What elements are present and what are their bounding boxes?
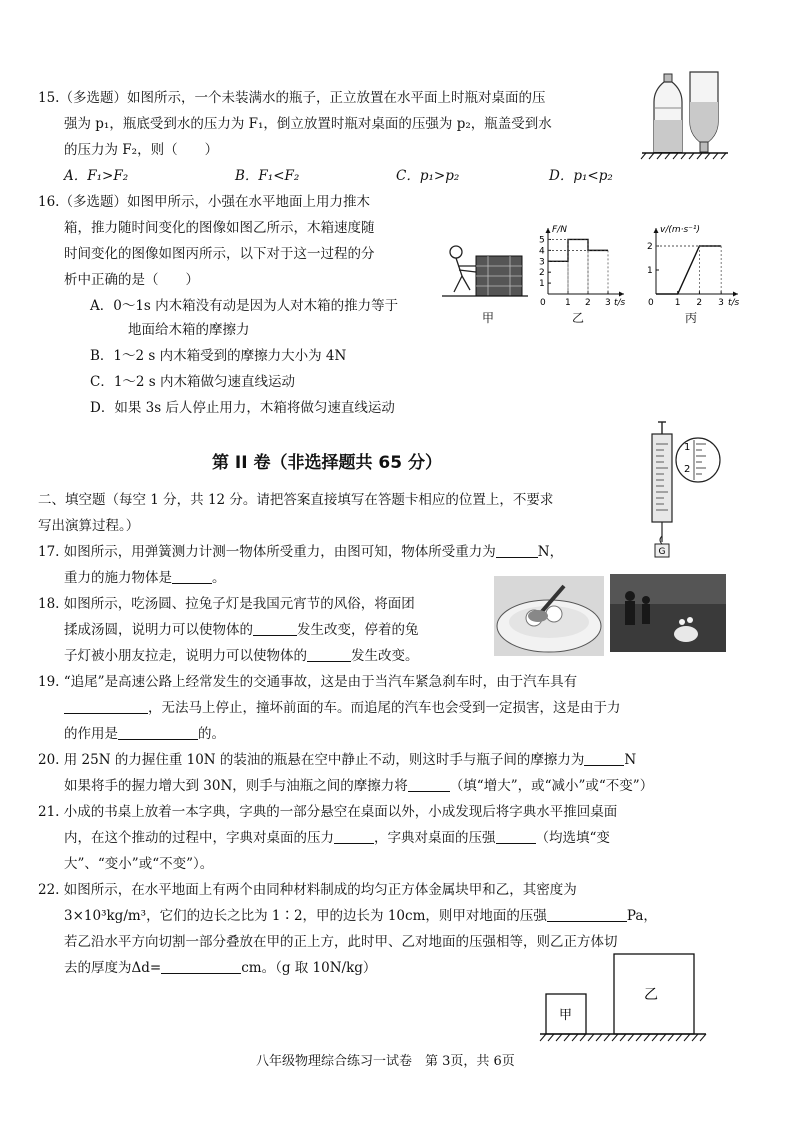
q16-line2: 箱，推力随时间变化的图像如图乙所示，木箱速度随 <box>64 220 375 236</box>
q15-line2: 强为 p₁，瓶底受到水的压力为 F₁，倒立放置时瓶对桌面的压强为 p₂，瓶盖受到水 <box>64 116 552 132</box>
q18-line2 <box>64 622 419 638</box>
q15-option-d[interactable]: D．p₁<p₂ <box>549 168 613 184</box>
block-yi-label: 乙 <box>644 987 658 1003</box>
x-tick-label: 3 <box>718 298 724 308</box>
q21-line1: 21. 小成的书桌上放着一本字典，字典的一部分悬空在桌面以外，小成发现后将字典水平推回桌面 <box>38 804 618 820</box>
y-axis-label: F/N <box>552 225 567 235</box>
q17-blank-weight[interactable] <box>496 544 538 558</box>
fig-yi-label: 乙 <box>572 311 585 325</box>
q21-text-c: （均选填“变 <box>535 830 610 846</box>
q18-text-d: 发生改变。 <box>351 648 419 664</box>
q22-line3: 若乙沿水平方向切割一部分叠放在甲的正上方，此时甲、乙对地面的压强相等，则乙正方体切 <box>64 934 618 950</box>
q22-text-d: cm。（g 取 10N/kg） <box>241 960 377 976</box>
ground-hatch <box>652 1034 658 1041</box>
q16-option-a[interactable]: A．0～1s 内木箱没有动是因为人对木箱的推力等于 <box>90 298 399 314</box>
section-intro-2: 写出演算过程。） <box>38 518 140 534</box>
ground-hatch <box>636 1034 642 1041</box>
series-line <box>656 246 721 294</box>
q15-option-b[interactable]: B．F₁<F₂ <box>235 168 300 184</box>
q16-option-c[interactable]: C．1～2 s 内木箱做匀速直线运动 <box>90 374 296 390</box>
ground-hatch <box>700 1034 706 1041</box>
q21-line2 <box>64 830 610 846</box>
ground-hatch <box>548 1034 554 1041</box>
ground-hatch <box>556 1034 562 1041</box>
ground-hatch <box>540 1034 546 1041</box>
force-time-chart <box>530 222 630 312</box>
x-tick-label: 0 <box>648 298 654 308</box>
section-intro-1: 二、填空题（每空 1 分，共 12 分。请把答案直接填写在答题卡相应的位置上，不要求 <box>38 492 554 508</box>
ground-hatch <box>644 1034 650 1041</box>
q19-text-b: ，无法马上停止，撞坏前面的车。而追尾的汽车也会受到一定损害，这是由于力 <box>148 700 621 716</box>
q21-line3: 大”、“变小”或“不变”）。 <box>64 856 214 872</box>
y-tick-label: 4 <box>539 246 545 257</box>
q20-text-a: 20. 用 25N 的力握住重 10N 的装油的瓶悬在空中静止不动，则这时手与瓶子间的摩擦力为 <box>38 752 585 768</box>
y-tick-label: 2 <box>647 242 653 252</box>
ground-hatch <box>604 1034 610 1041</box>
y-axis-label: v/(m·s⁻¹) <box>660 225 701 235</box>
spring-scale-figure <box>634 420 724 560</box>
x-axis-label: t/s <box>614 298 626 308</box>
x-tick-label: 2 <box>585 298 591 308</box>
page-footer: 八年级物理综合练习一试卷 第 3页，共 6页 <box>256 1054 515 1069</box>
x-axis-label: t/s <box>728 298 740 308</box>
ground-hatch <box>620 1034 626 1041</box>
q18-blank-motion[interactable] <box>307 648 351 662</box>
q18-line3 <box>64 648 419 664</box>
q17-line1 <box>38 544 563 560</box>
q22-text-c: 去的厚度为Δd= <box>64 960 162 976</box>
block-jia-label: 甲 <box>559 1008 573 1023</box>
x-tick-label: 0 <box>540 298 546 308</box>
tangyuan-photo <box>494 576 604 656</box>
q22-line2 <box>64 908 657 924</box>
x-tick-label: 1 <box>565 298 571 308</box>
ground-hatch <box>612 1034 618 1041</box>
scale-tick-1: 1 <box>684 442 691 453</box>
scale-tick-2: 2 <box>684 464 691 475</box>
y-axis-arrow <box>654 228 659 233</box>
q17-text-c: 重力的施力物体是 <box>64 570 172 586</box>
ground-hatch <box>676 1034 682 1041</box>
bottles-figure <box>640 68 730 168</box>
q19-line3 <box>64 726 225 742</box>
push-box-figure <box>440 240 530 310</box>
q22-line4 <box>64 960 376 976</box>
ground-hatch <box>628 1034 634 1041</box>
y-tick-label: 2 <box>539 268 545 279</box>
hook-weight-label: G <box>658 547 666 557</box>
q20-line1 <box>38 752 636 768</box>
person-icon <box>450 246 476 292</box>
q19-text-d: 的。 <box>198 726 225 742</box>
q18-text-c: 子灯被小朋友拉走，说明力可以使物体的 <box>64 648 307 664</box>
q22-text-a: 3×10³kg/m³，它们的边长之比为 1∶2，甲的边长为 10cm，则甲对地面的压强 <box>64 908 547 924</box>
q20-blank-friction[interactable] <box>584 752 624 766</box>
x-tick-label: 2 <box>696 298 703 308</box>
q21-blank-pressure[interactable] <box>496 830 536 844</box>
q18-line1: 18. 如图所示，吃汤圆、拉兔子灯是我国元宵节的风俗，将面团 <box>38 596 415 612</box>
ground-hatch <box>596 1034 602 1041</box>
q15-option-a[interactable]: A．F₁>F₂ <box>64 168 129 184</box>
q18-text-b: 发生改变，停着的兔 <box>297 622 419 638</box>
x-tick-label: 3 <box>605 298 611 308</box>
q20-text-c: 如果将手的握力增大到 30N，则手与油瓶之间的摩擦力将 <box>64 778 408 794</box>
fig-bing-label: 丙 <box>685 311 698 325</box>
ground-hatch <box>564 1034 570 1041</box>
ground-hatch <box>668 1034 674 1041</box>
q21-text-a: 内，在这个推动的过程中，字典对桌面的压力 <box>64 830 334 846</box>
q16-line1: 16.（多选题）如图甲所示，小强在水平地面上用力推木 <box>38 194 370 210</box>
section-title: 第 II 卷（非选择题共 65 分） <box>212 453 442 473</box>
q16-line4: 析中正确的是（ ） <box>64 272 199 288</box>
rabbit-lantern-photo <box>610 574 726 652</box>
q20-text-d: （填“增大”，或“减小”或“不变”） <box>449 778 654 794</box>
q22-text-b: Pa， <box>626 908 657 924</box>
y-tick-label: 1 <box>647 266 653 276</box>
q17-text-a: 17. 如图所示，用弹簧测力计测一物体所受重力，由图可知，物体所受重力为 <box>38 544 496 560</box>
q19-line1: 19. “追尾”是高速公路上经常发生的交通事故，这是由于当汽车紧急刹车时，由于汽车具有 <box>38 674 578 690</box>
q16-option-b[interactable]: B．1～2 s 内木箱受到的摩擦力大小为 4N <box>90 348 347 364</box>
ground-hatch <box>692 1034 698 1041</box>
q22-blank-pressure[interactable] <box>547 908 627 922</box>
y-axis-arrow <box>546 228 551 233</box>
q18-text-a: 揉成汤圆，说明力可以使物体的 <box>64 622 253 638</box>
blocks-figure <box>538 950 708 1044</box>
q21-text-b: ，字典对桌面的压强 <box>374 830 496 846</box>
q17-text-d: 。 <box>212 570 226 586</box>
q16-option-d[interactable]: D．如果 3s 后人停止用力，木箱将做匀速直线运动 <box>90 400 395 416</box>
y-tick-label: 5 <box>539 235 545 246</box>
velocity-time-chart <box>640 222 750 312</box>
q19-text-c: 的作用是 <box>64 726 118 742</box>
x-tick-label: 1 <box>674 298 681 308</box>
q21-blank-force[interactable] <box>334 830 374 844</box>
ground-hatch <box>580 1034 586 1041</box>
y-tick-label: 1 <box>539 279 545 290</box>
ground-hatch <box>660 1034 666 1041</box>
q17-line2 <box>64 570 226 586</box>
q15-line3: 的压力为 F₂，则（ ） <box>64 142 219 158</box>
q19-blank-mutual[interactable] <box>118 726 198 740</box>
q18-blank-shape[interactable] <box>253 622 297 636</box>
fig-jia-label: 甲 <box>482 311 495 325</box>
inverted-bottle <box>690 72 718 152</box>
q19-blank-inertia[interactable] <box>64 700 148 714</box>
q20-blank-change[interactable] <box>408 778 450 792</box>
ground-hatch <box>588 1034 594 1041</box>
q16-line3: 时间变化的图像如图丙所示，以下对于这一过程的分 <box>64 246 375 262</box>
q20-line2 <box>64 778 653 794</box>
q15-line1: 15.（多选题）如图所示，一个未装满水的瓶子，正立放置在水平面上时瓶对桌面的压 <box>38 90 546 106</box>
q15-option-c[interactable]: C．p₁>p₂ <box>396 168 460 184</box>
upright-bottle <box>654 74 682 152</box>
wooden-box <box>476 256 522 296</box>
y-tick-label: 3 <box>539 257 545 268</box>
q22-blank-thickness[interactable] <box>161 960 241 974</box>
q22-line1: 22. 如图所示，在水平地面上有两个由同种材料制成的均匀正方体金属块甲和乙，其密度为 <box>38 882 577 898</box>
q17-text-b: N， <box>537 544 564 560</box>
ground-hatch <box>572 1034 578 1041</box>
q19-line2 <box>64 700 621 716</box>
x-axis-arrow <box>733 292 738 297</box>
ground-hatch <box>684 1034 690 1041</box>
q16-option-a-cont: 地面给木箱的摩擦力 <box>128 322 250 338</box>
q20-text-b: N <box>624 752 637 768</box>
x-axis-arrow <box>619 292 624 297</box>
q17-blank-source[interactable] <box>172 570 212 584</box>
